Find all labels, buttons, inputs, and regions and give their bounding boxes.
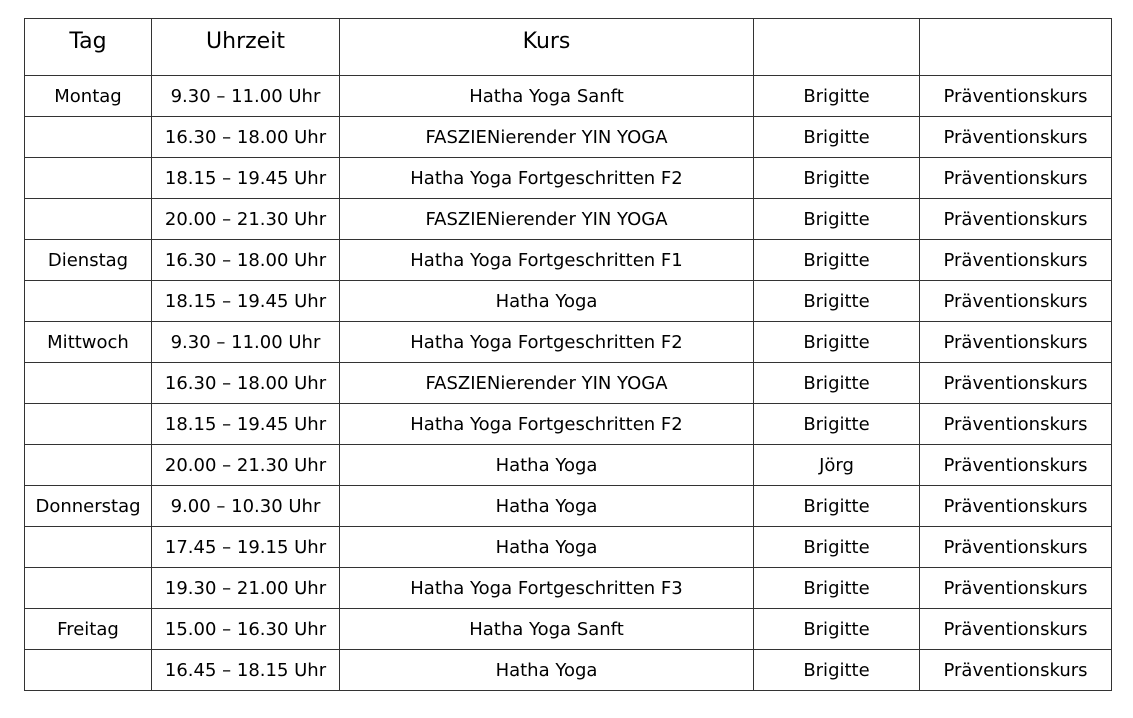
header-row	[25, 19, 1112, 76]
table-row	[25, 650, 1112, 691]
cell-trainer: Brigitte	[754, 322, 920, 363]
header-uhrzeit: Uhrzeit	[152, 19, 340, 76]
table-row	[25, 486, 1112, 527]
table-row	[25, 281, 1112, 322]
cell-trainer: Brigitte	[754, 486, 920, 527]
cell-kurs: Hatha Yoga	[340, 445, 754, 486]
cell-kursart: Präventionskurs	[920, 609, 1112, 650]
cell-kurs: FASZIENierender YIN YOGA	[340, 363, 754, 404]
cell-uhrzeit: 20.00 – 21.30 Uhr	[152, 199, 340, 240]
cell-kursart: Präventionskurs	[920, 445, 1112, 486]
cell-trainer: Brigitte	[754, 363, 920, 404]
cell-kurs: Hatha Yoga Fortgeschritten F1	[340, 240, 754, 281]
cell-kurs: FASZIENierender YIN YOGA	[340, 117, 754, 158]
cell-kursart: Präventionskurs	[920, 281, 1112, 322]
cell-tag	[25, 445, 152, 486]
cell-kurs: Hatha Yoga Sanft	[340, 76, 754, 117]
cell-tag	[25, 568, 152, 609]
cell-kursart: Präventionskurs	[920, 650, 1112, 691]
cell-kursart: Präventionskurs	[920, 404, 1112, 445]
cell-trainer: Brigitte	[754, 158, 920, 199]
table-row	[25, 158, 1112, 199]
table-row	[25, 199, 1112, 240]
cell-trainer: Brigitte	[754, 568, 920, 609]
header-kursart	[920, 19, 1112, 76]
table-body	[25, 76, 1112, 691]
cell-kursart: Präventionskurs	[920, 117, 1112, 158]
cell-trainer: Brigitte	[754, 117, 920, 158]
cell-tag	[25, 363, 152, 404]
cell-uhrzeit: 16.30 – 18.00 Uhr	[152, 117, 340, 158]
cell-uhrzeit: 9.00 – 10.30 Uhr	[152, 486, 340, 527]
cell-tag	[25, 404, 152, 445]
cell-kursart: Präventionskurs	[920, 76, 1112, 117]
header-trainer	[754, 19, 920, 76]
cell-trainer: Brigitte	[754, 404, 920, 445]
cell-uhrzeit: 15.00 – 16.30 Uhr	[152, 609, 340, 650]
cell-uhrzeit: 9.30 – 11.00 Uhr	[152, 322, 340, 363]
cell-uhrzeit: 16.45 – 18.15 Uhr	[152, 650, 340, 691]
cell-kurs: Hatha Yoga Fortgeschritten F2	[340, 404, 754, 445]
cell-tag	[25, 199, 152, 240]
cell-tag	[25, 650, 152, 691]
table-row	[25, 404, 1112, 445]
cell-uhrzeit: 18.15 – 19.45 Uhr	[152, 281, 340, 322]
cell-kurs: Hatha Yoga	[340, 281, 754, 322]
cell-uhrzeit: 18.15 – 19.45 Uhr	[152, 404, 340, 445]
cell-kursart: Präventionskurs	[920, 527, 1112, 568]
cell-kurs: Hatha Yoga Fortgeschritten F2	[340, 158, 754, 199]
cell-kurs: FASZIENierender YIN YOGA	[340, 199, 754, 240]
cell-kursart: Präventionskurs	[920, 486, 1112, 527]
cell-uhrzeit: 16.30 – 18.00 Uhr	[152, 363, 340, 404]
cell-tag: Dienstag	[25, 240, 152, 281]
table-row	[25, 322, 1112, 363]
cell-tag	[25, 527, 152, 568]
schedule-table	[24, 18, 1112, 691]
cell-trainer: Jörg	[754, 445, 920, 486]
cell-trainer: Brigitte	[754, 609, 920, 650]
cell-kursart: Präventionskurs	[920, 363, 1112, 404]
cell-kurs: Hatha Yoga Sanft	[340, 609, 754, 650]
table-row	[25, 445, 1112, 486]
cell-tag: Mittwoch	[25, 322, 152, 363]
cell-uhrzeit: 18.15 – 19.45 Uhr	[152, 158, 340, 199]
cell-tag	[25, 281, 152, 322]
cell-trainer: Brigitte	[754, 76, 920, 117]
cell-kursart: Präventionskurs	[920, 199, 1112, 240]
cell-trainer: Brigitte	[754, 650, 920, 691]
cell-tag	[25, 117, 152, 158]
table-row	[25, 527, 1112, 568]
table-row	[25, 363, 1112, 404]
table-row	[25, 568, 1112, 609]
cell-trainer: Brigitte	[754, 527, 920, 568]
cell-uhrzeit: 9.30 – 11.00 Uhr	[152, 76, 340, 117]
cell-kurs: Hatha Yoga Fortgeschritten F2	[340, 322, 754, 363]
cell-kurs: Hatha Yoga	[340, 527, 754, 568]
table-row	[25, 609, 1112, 650]
cell-kursart: Präventionskurs	[920, 158, 1112, 199]
cell-trainer: Brigitte	[754, 281, 920, 322]
cell-kursart: Präventionskurs	[920, 322, 1112, 363]
cell-uhrzeit: 17.45 – 19.15 Uhr	[152, 527, 340, 568]
cell-tag: Freitag	[25, 609, 152, 650]
header-kurs: Kurs	[340, 19, 754, 76]
cell-tag: Donnerstag	[25, 486, 152, 527]
cell-kursart: Präventionskurs	[920, 240, 1112, 281]
cell-kurs: Hatha Yoga	[340, 486, 754, 527]
cell-uhrzeit: 20.00 – 21.30 Uhr	[152, 445, 340, 486]
table-row	[25, 117, 1112, 158]
table-header	[25, 19, 1112, 76]
header-tag: Tag	[25, 19, 152, 76]
cell-uhrzeit: 16.30 – 18.00 Uhr	[152, 240, 340, 281]
table-row	[25, 76, 1112, 117]
cell-kurs: Hatha Yoga	[340, 650, 754, 691]
cell-trainer: Brigitte	[754, 240, 920, 281]
cell-trainer: Brigitte	[754, 199, 920, 240]
table-row	[25, 240, 1112, 281]
cell-tag	[25, 158, 152, 199]
cell-kurs: Hatha Yoga Fortgeschritten F3	[340, 568, 754, 609]
cell-uhrzeit: 19.30 – 21.00 Uhr	[152, 568, 340, 609]
cell-tag: Montag	[25, 76, 152, 117]
cell-kursart: Präventionskurs	[920, 568, 1112, 609]
